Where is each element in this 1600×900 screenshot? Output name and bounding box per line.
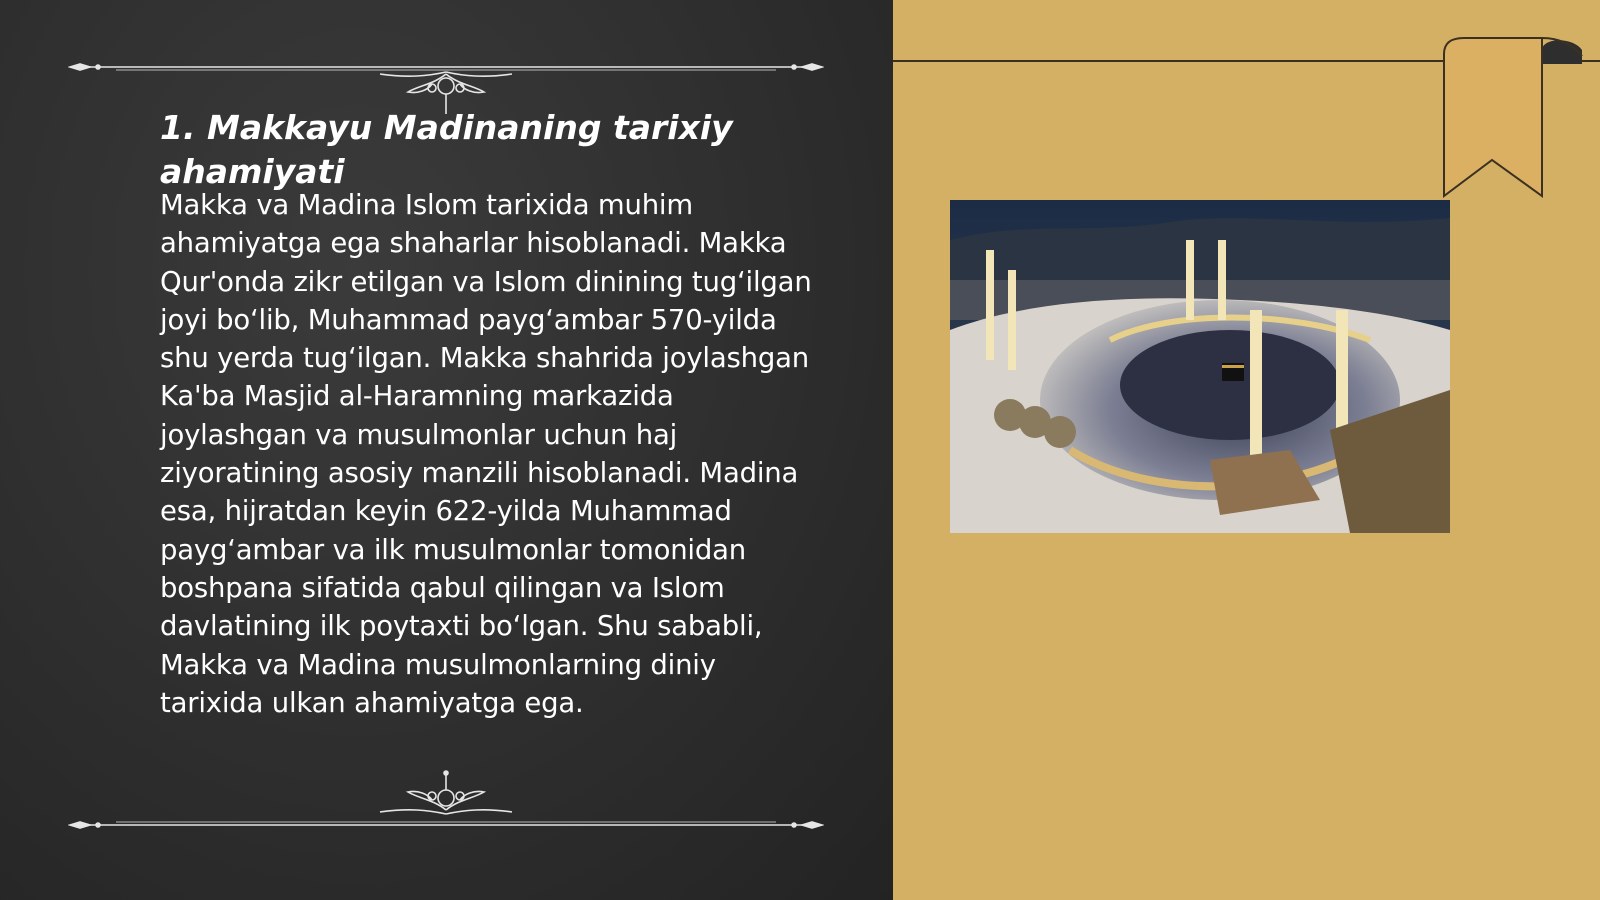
ribbon-bookmark-icon (1432, 34, 1592, 200)
flourish-divider-bottom-icon (68, 770, 824, 830)
kaaba-mosque-photo (950, 200, 1450, 533)
slide-body-text: Makka va Madina Islom tarixida muhim ahamiyatga ega shaharlar hisoblanadi. Makka Qur'onda zikr etilgan va Islom dinining tug‘ilgan joyi bo‘lib, Muhammad payg‘ambar 570-yilda shu yerda tug‘ilgan. Makka shahrida joylashgan Ka'ba Masjid al-Haramning markazida joylashgan va musulmonlar uchun haj ziyoratining asosiy manzili hisoblanadi. Madina esa, hijratdan keyin 622-yilda Muhammad payg‘ambar va ilk musulmonlar tomonidan boshpana sifatida qabul qilingan va Islom davlatining ilk poytaxti bo‘lgan. Shu sababli, Makka va Madina musulmonlarning diniy tarixida ulkan ahamiyatga ega. (160, 189, 812, 719)
slide-title: 1. Makkayu Madinaning tarixiy ahamiyati (160, 108, 733, 191)
